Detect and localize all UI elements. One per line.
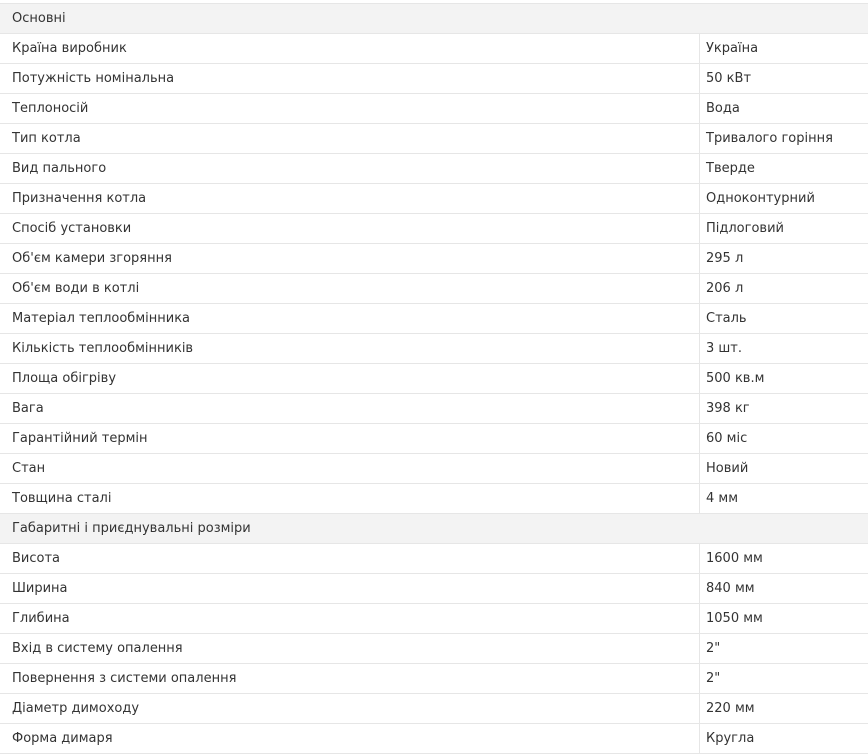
- spec-name: Теплоносій: [12, 101, 89, 116]
- spec-value: Сталь: [699, 304, 868, 333]
- spec-value: Кругла: [699, 724, 868, 753]
- spec-value: 4 мм: [699, 484, 868, 513]
- spec-name: Кількість теплообмінників: [12, 341, 194, 356]
- spec-value: 398 кг: [699, 394, 868, 423]
- spec-row: [0, 154, 868, 184]
- spec-name: Повернення з системи опалення: [12, 671, 237, 686]
- spec-row: [0, 364, 868, 394]
- spec-name: Спосіб установки: [12, 221, 132, 236]
- spec-row: [0, 304, 868, 334]
- spec-name: Вхід в систему опалення: [12, 641, 183, 656]
- spec-row: [0, 484, 868, 514]
- spec-row: [0, 184, 868, 214]
- spec-name: Вид пального: [12, 161, 107, 176]
- spec-value: 220 мм: [699, 694, 868, 723]
- spec-row: [0, 724, 868, 754]
- spec-row: [0, 604, 868, 634]
- spec-name: Товщина сталі: [12, 491, 112, 506]
- spec-value: Підлоговий: [699, 214, 868, 243]
- specifications-table: [0, 3, 868, 754]
- spec-value: 60 міс: [699, 424, 868, 453]
- spec-row: [0, 574, 868, 604]
- spec-value: 840 мм: [699, 574, 868, 603]
- spec-value: 3 шт.: [699, 334, 868, 363]
- spec-value: Тривалого горіння: [699, 124, 868, 153]
- spec-row: [0, 664, 868, 694]
- spec-name: Діаметр димоходу: [12, 701, 140, 716]
- spec-name: Об'єм камери згоряння: [12, 251, 172, 266]
- spec-value: 2": [699, 664, 868, 693]
- spec-value: Новий: [699, 454, 868, 483]
- spec-name: Стан: [12, 461, 46, 476]
- section-title: Основні: [12, 11, 66, 26]
- spec-row: [0, 394, 868, 424]
- spec-name: Ширина: [12, 581, 68, 596]
- spec-name: Країна виробник: [12, 41, 127, 56]
- spec-value: 1600 мм: [699, 544, 868, 573]
- spec-value: 50 кВт: [699, 64, 868, 93]
- spec-name: Об'єм води в котлі: [12, 281, 140, 296]
- spec-name: Матеріал теплообмінника: [12, 311, 191, 326]
- spec-row: [0, 544, 868, 574]
- spec-name: Висота: [12, 551, 61, 566]
- spec-name: Призначення котла: [12, 191, 147, 206]
- spec-row: [0, 274, 868, 304]
- spec-row: [0, 94, 868, 124]
- spec-value: Вода: [699, 94, 868, 123]
- spec-row: [0, 334, 868, 364]
- section-title: Габаритні і приєднувальні розміри: [12, 521, 251, 536]
- spec-value: 206 л: [699, 274, 868, 303]
- section-header: [0, 514, 868, 544]
- spec-value: 500 кв.м: [699, 364, 868, 393]
- spec-value: 1050 мм: [699, 604, 868, 633]
- spec-row: [0, 454, 868, 484]
- spec-value: Одноконтурний: [699, 184, 868, 213]
- spec-name: Гарантійний термін: [12, 431, 148, 446]
- spec-row: [0, 694, 868, 724]
- spec-name: Глибина: [12, 611, 70, 626]
- spec-row: [0, 34, 868, 64]
- spec-row: [0, 424, 868, 454]
- spec-value: Україна: [699, 34, 868, 63]
- spec-name: Тип котла: [12, 131, 81, 146]
- spec-name: Вага: [12, 401, 44, 416]
- spec-row: [0, 124, 868, 154]
- spec-name: Потужність номінальна: [12, 71, 175, 86]
- spec-row: [0, 634, 868, 664]
- spec-row: [0, 64, 868, 94]
- spec-name: Площа обігріву: [12, 371, 117, 386]
- spec-name: Форма димаря: [12, 731, 113, 746]
- spec-value: 295 л: [699, 244, 868, 273]
- spec-value: Тверде: [699, 154, 868, 183]
- spec-row: [0, 214, 868, 244]
- section-header: [0, 4, 868, 34]
- spec-value: 2": [699, 634, 868, 663]
- spec-row: [0, 244, 868, 274]
